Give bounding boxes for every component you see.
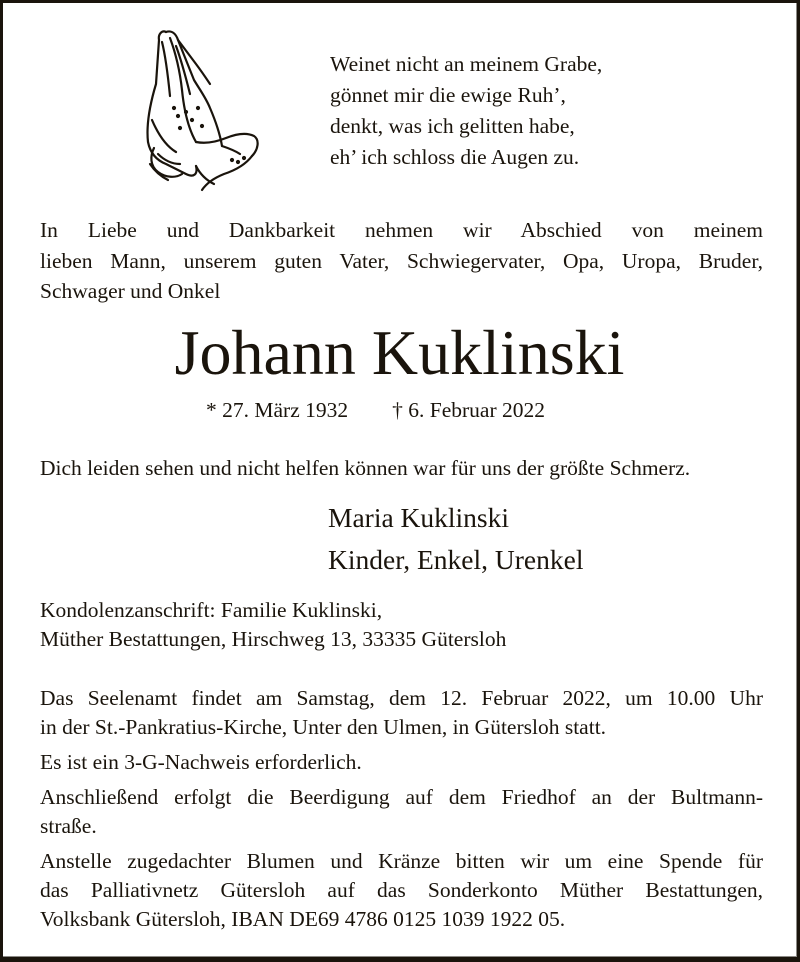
poem-line: Weinet nicht an meinem Grabe, (330, 52, 603, 76)
poem-line: eh’ ich schloss die Augen zu. (330, 145, 580, 169)
praying-hands-icon (136, 24, 268, 194)
mass-line: Das Seelenamt findet am Samstag, dem 12. Februar 2022, um 10.00 Uhr (40, 686, 763, 710)
intro-line: Schwager und Onkel (40, 279, 221, 303)
birth-date: * 27. März 1932 (206, 398, 349, 422)
condolence-address (40, 596, 506, 654)
mass-line: in der St.-Pankratius-Kirche, Unter den Ulmen, in Gütersloh statt. (40, 715, 607, 739)
condolence-line: Kondolenzanschrift: Familie Kuklinski, (40, 598, 383, 622)
donation-info (40, 847, 763, 934)
mass-info (40, 684, 763, 742)
burial-line: straße. (40, 814, 97, 838)
deceased-name: Johann Kuklinski (174, 317, 625, 388)
burial-line: Anschließend erfolgt die Beerdigung auf dem Friedhof an der Bultmann- (40, 785, 763, 809)
signer-name: Kinder, Enkel, Urenkel (328, 544, 584, 575)
poem-line: gönnet mir die ewige Ruh’, (330, 83, 566, 107)
burial-info (40, 783, 763, 841)
condolence-line: Müther Bestattungen, Hirschweg 13, 33335 Gütersloh (40, 627, 507, 651)
death-date: † 6. Februar 2022 (392, 398, 545, 422)
donation-line: Anstelle zugedachter Blumen und Kränze bitten wir um eine Spende für (40, 849, 763, 873)
donation-line: das Palliativnetz Gütersloh auf das Sonderkonto Müther Bestattungen, (40, 878, 763, 902)
poem (330, 49, 602, 173)
signer-name: Maria Kuklinski (328, 502, 510, 533)
intro-line: In Liebe und Dankbarkeit nehmen wir Abschied von meinem (40, 218, 763, 242)
poem-line: denkt, was ich gelitten habe, (330, 114, 575, 138)
intro-line: lieben Mann, unserem guten Vater, Schwiegervater, Opa, Uropa, Bruder, (40, 248, 763, 273)
covid-requirement: Es ist ein 3-G-Nachweis erforderlich. (40, 750, 362, 774)
farewell-intro (40, 215, 763, 307)
signers (328, 497, 583, 581)
mourning-quote: Dich leiden sehen und nicht helfen können war für uns der größte Schmerz. (40, 456, 691, 480)
donation-line: Volksbank Gütersloh, IBAN DE69 4786 0125 1039 1922 05. (40, 907, 566, 931)
obituary-card (3, 3, 797, 957)
life-dates (206, 396, 545, 424)
service-info (40, 684, 763, 940)
